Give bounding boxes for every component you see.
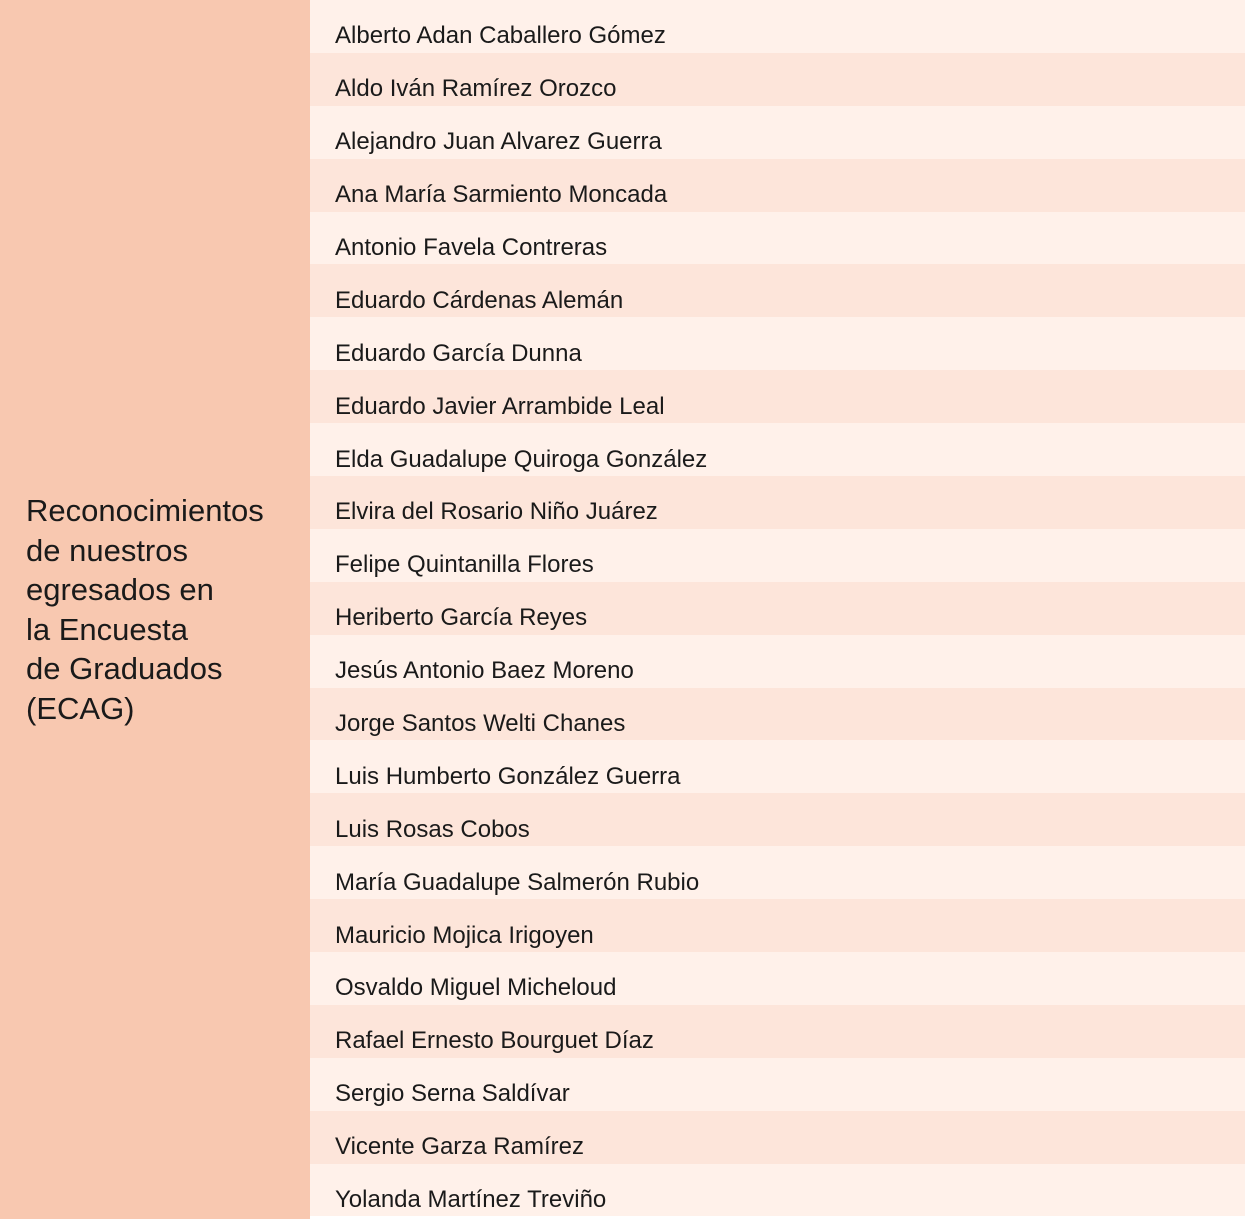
heading-panel	[0, 0, 310, 1219]
list-item: Felipe Quintanilla Flores	[310, 529, 1245, 582]
list-item: Mauricio Mojica Irigoyen	[310, 899, 1245, 952]
list-item: Jesús Antonio Baez Moreno	[310, 635, 1245, 688]
list-item: Elda Guadalupe Quiroga González	[310, 423, 1245, 476]
list-item: Eduardo García Dunna	[310, 317, 1245, 370]
list-item: Alejandro Juan Alvarez Guerra	[310, 106, 1245, 159]
list-item: Rafael Ernesto Bourguet Díaz	[310, 1005, 1245, 1058]
list-item: Eduardo Cárdenas Alemán	[310, 264, 1245, 317]
list-item: Luis Rosas Cobos	[310, 793, 1245, 846]
list-item: Ana María Sarmiento Moncada	[310, 159, 1245, 212]
names-list	[310, 0, 1245, 1219]
list-item: Luis Humberto González Guerra	[310, 740, 1245, 793]
section-heading: Reconocimientos de nuestros egresados en la Encuesta de Graduados (ECAG)	[26, 493, 264, 726]
list-item: Antonio Favela Contreras	[310, 212, 1245, 265]
list-item: Elvira del Rosario Niño Juárez	[310, 476, 1245, 529]
list-item: Yolanda Martínez Treviño	[310, 1164, 1245, 1217]
list-item: Eduardo Javier Arrambide Leal	[310, 370, 1245, 423]
list-item: Aldo Iván Ramírez Orozco	[310, 53, 1245, 106]
list-item: Jorge Santos Welti Chanes	[310, 688, 1245, 741]
list-item: Osvaldo Miguel Micheloud	[310, 952, 1245, 1005]
list-item: Vicente Garza Ramírez	[310, 1111, 1245, 1164]
list-item: Heriberto García Reyes	[310, 582, 1245, 635]
list-item: Alberto Adan Caballero Gómez	[310, 0, 1245, 53]
list-item: Sergio Serna Saldívar	[310, 1058, 1245, 1111]
list-item: María Guadalupe Salmerón Rubio	[310, 846, 1245, 899]
